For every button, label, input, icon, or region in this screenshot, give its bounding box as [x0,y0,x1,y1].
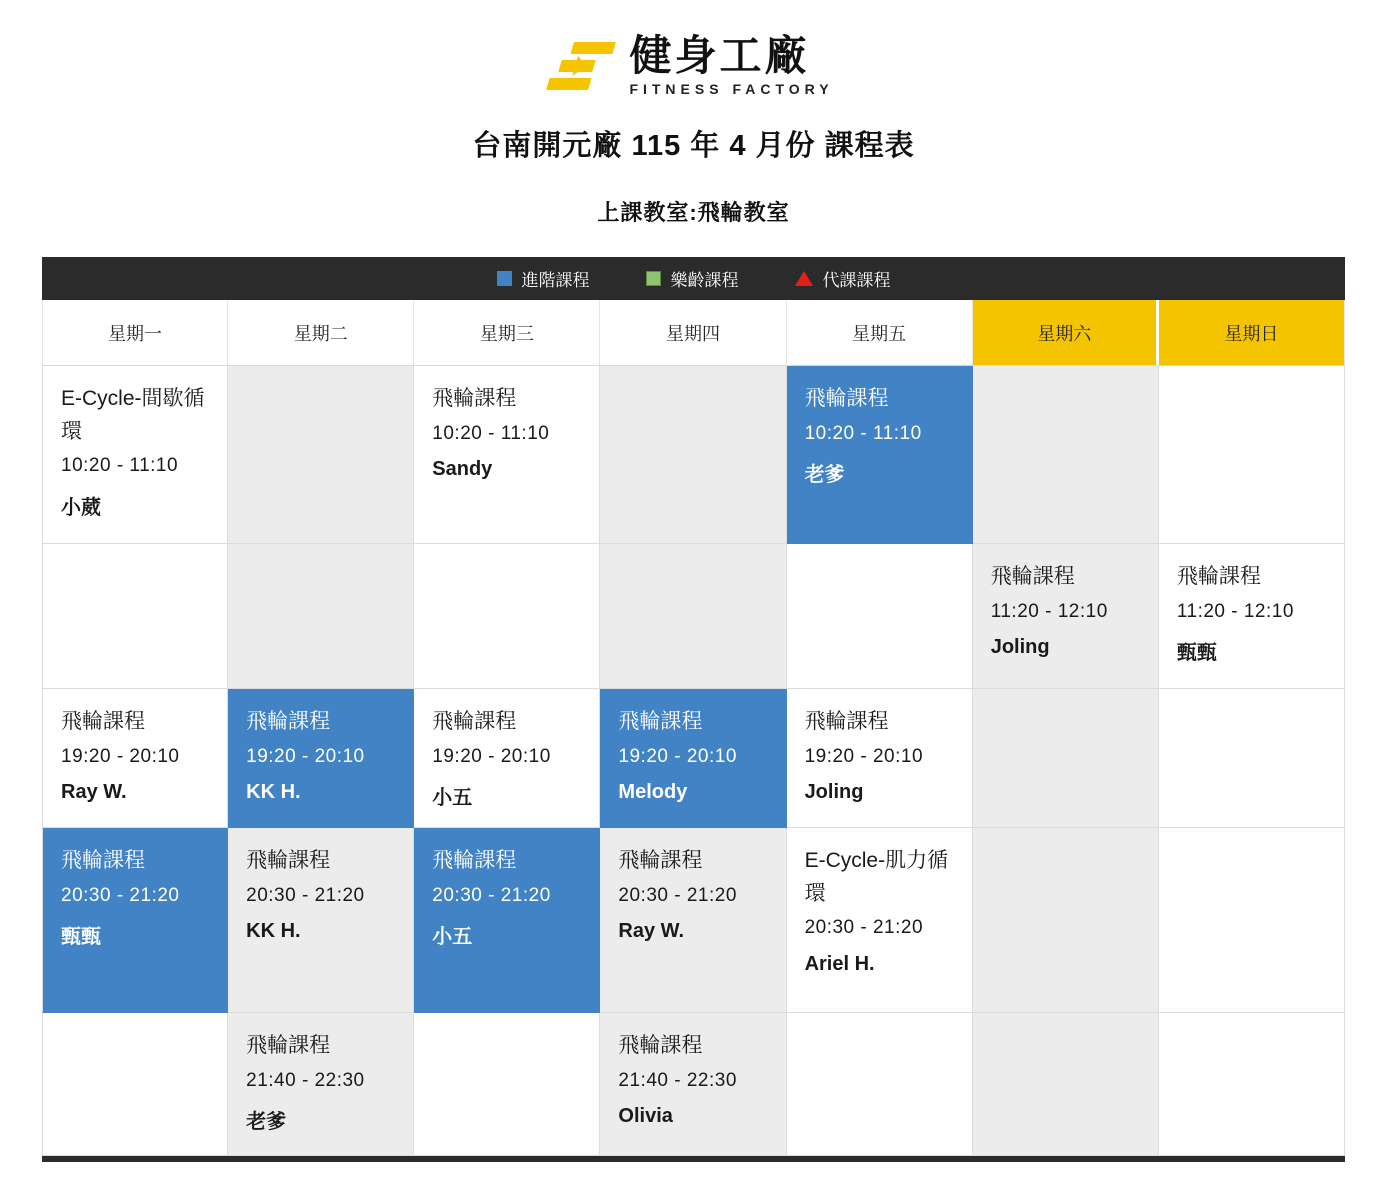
class-cell [414,366,600,544]
day-header-cell: 星期三 [414,300,600,365]
class-instructor: Joling [804,781,864,804]
schedule-row [42,828,1345,1013]
class-instructor: KK H. [246,920,301,943]
class-instructor: 小五 [432,787,473,810]
class-instructor: Melody [618,781,688,804]
day-header-cell: 星期五 [787,300,973,365]
class-time: 19:20 - 20:10 [61,745,180,767]
legend-substitute-course [795,266,891,291]
table-bottom-bar [42,1156,1345,1162]
class-time: 20:30 - 21:20 [618,884,737,906]
schedule-table [42,257,1345,1162]
class-time: 19:20 - 20:10 [804,745,924,767]
classroom-subtitle: 上課教室:飛輪教室 [597,200,790,226]
class-cell [600,689,786,828]
class-title: 飛輪課程 [61,849,145,873]
brand-name-cjk: 健身工廠 [629,32,810,79]
class-time: 20:30 - 21:20 [246,884,365,906]
class-instructor: 甄甄 [61,926,101,949]
class-cell [600,828,786,1013]
class-time: 10:20 - 11:10 [804,422,922,444]
empty-cell [600,366,786,544]
class-title: 飛輪課程 [61,710,145,734]
class-title: 飛輪課程 [246,849,331,873]
empty-cell [42,1013,228,1156]
class-cell [414,689,600,828]
class-time: 11:20 - 12:10 [1176,600,1294,622]
day-header-cell: 星期一 [42,300,228,365]
green-square-icon [646,271,661,286]
empty-cell [414,544,600,689]
brand-header [0,0,1387,97]
fitness-factory-logo-icon [546,40,621,92]
class-cell [787,366,973,544]
class-instructor: Joling [990,636,1050,659]
class-title: E-Cycle-肌力循環 [804,849,949,905]
class-title: 飛輪課程 [804,387,889,411]
empty-cell [414,1013,600,1156]
class-time: 20:30 - 21:20 [804,917,924,939]
class-title: 飛輪課程 [618,849,703,873]
empty-cell [973,1013,1159,1156]
class-cell [42,689,228,828]
empty-cell [1159,1013,1345,1156]
day-header-cell: 星期日 [1159,300,1345,365]
legend-bar [42,257,1345,300]
class-title: 飛輪課程 [618,1034,703,1058]
class-cell [42,828,228,1013]
class-instructor: Olivia [618,1105,673,1128]
empty-cell [1159,366,1345,544]
class-title: 飛輪課程 [804,710,889,734]
class-time: 19:20 - 20:10 [432,745,551,767]
day-header-cell: 星期四 [600,300,786,365]
class-time: 19:20 - 20:10 [246,745,365,767]
class-instructor: 老爹 [246,1111,287,1134]
class-cell [42,366,228,544]
empty-cell [228,544,414,689]
blue-square-icon [497,271,512,286]
legend-label: 樂齡課程 [670,271,739,291]
red-triangle-icon [795,271,813,286]
class-title: 飛輪課程 [246,710,331,734]
class-title: 飛輪課程 [432,849,517,873]
class-time: 11:20 - 12:10 [990,600,1108,622]
empty-cell [787,544,973,689]
empty-cell [42,544,228,689]
class-time: 10:20 - 11:10 [61,455,179,477]
schedule-row [42,689,1345,828]
class-time: 21:40 - 22:30 [618,1069,737,1091]
class-title: 飛輪課程 [246,1034,331,1058]
class-cell [787,828,973,1013]
class-time: 19:20 - 20:10 [618,745,737,767]
brand-name-en: FITNESS FACTORY [629,81,834,98]
legend-advanced-course [497,266,590,291]
empty-cell [1159,828,1345,1013]
class-time: 20:30 - 21:20 [432,884,551,906]
page-title: 台南開元廠 115 年 4 月份 課程表 [472,130,915,163]
legend-senior-course [646,266,739,291]
empty-cell [973,689,1159,828]
class-instructor: Ariel H. [804,952,875,975]
class-instructor: Sandy [432,458,493,481]
day-header-row [42,300,1345,366]
empty-cell [1159,689,1345,828]
class-cell [973,544,1159,689]
class-cell [600,1013,786,1156]
class-time: 21:40 - 22:30 [246,1069,365,1091]
class-instructor: Ray W. [618,920,684,943]
legend-label: 進階課程 [521,271,590,291]
class-time: 20:30 - 21:20 [61,884,180,906]
class-instructor: 小五 [432,926,473,949]
schedule-grid [42,366,1345,1156]
class-title: 飛輪課程 [618,710,703,734]
empty-cell [787,1013,973,1156]
empty-cell [600,544,786,689]
class-title: 飛輪課程 [432,710,517,734]
class-title: 飛輪課程 [990,565,1075,589]
day-header-cell: 星期二 [228,300,414,365]
class-title: 飛輪課程 [1176,565,1261,589]
class-cell [228,1013,414,1156]
schedule-row [42,366,1345,544]
legend-label: 代課課程 [822,271,891,291]
class-cell [228,689,414,828]
class-instructor: Ray W. [61,781,127,804]
class-title: E-Cycle-間歇循環 [61,387,205,443]
day-header-cell: 星期六 [973,300,1159,365]
class-cell [228,828,414,1013]
empty-cell [228,366,414,544]
empty-cell [973,828,1159,1013]
class-instructor: 小葳 [61,496,101,519]
class-title: 飛輪課程 [432,387,517,411]
empty-cell [973,366,1159,544]
class-time: 10:20 - 11:10 [432,422,550,444]
class-cell [414,828,600,1013]
class-cell [787,689,973,828]
class-instructor: 甄甄 [1176,642,1217,665]
class-instructor: 老爹 [804,464,845,487]
schedule-row [42,544,1345,689]
class-instructor: KK H. [246,781,301,804]
class-cell [1159,544,1345,689]
schedule-row [42,1013,1345,1156]
